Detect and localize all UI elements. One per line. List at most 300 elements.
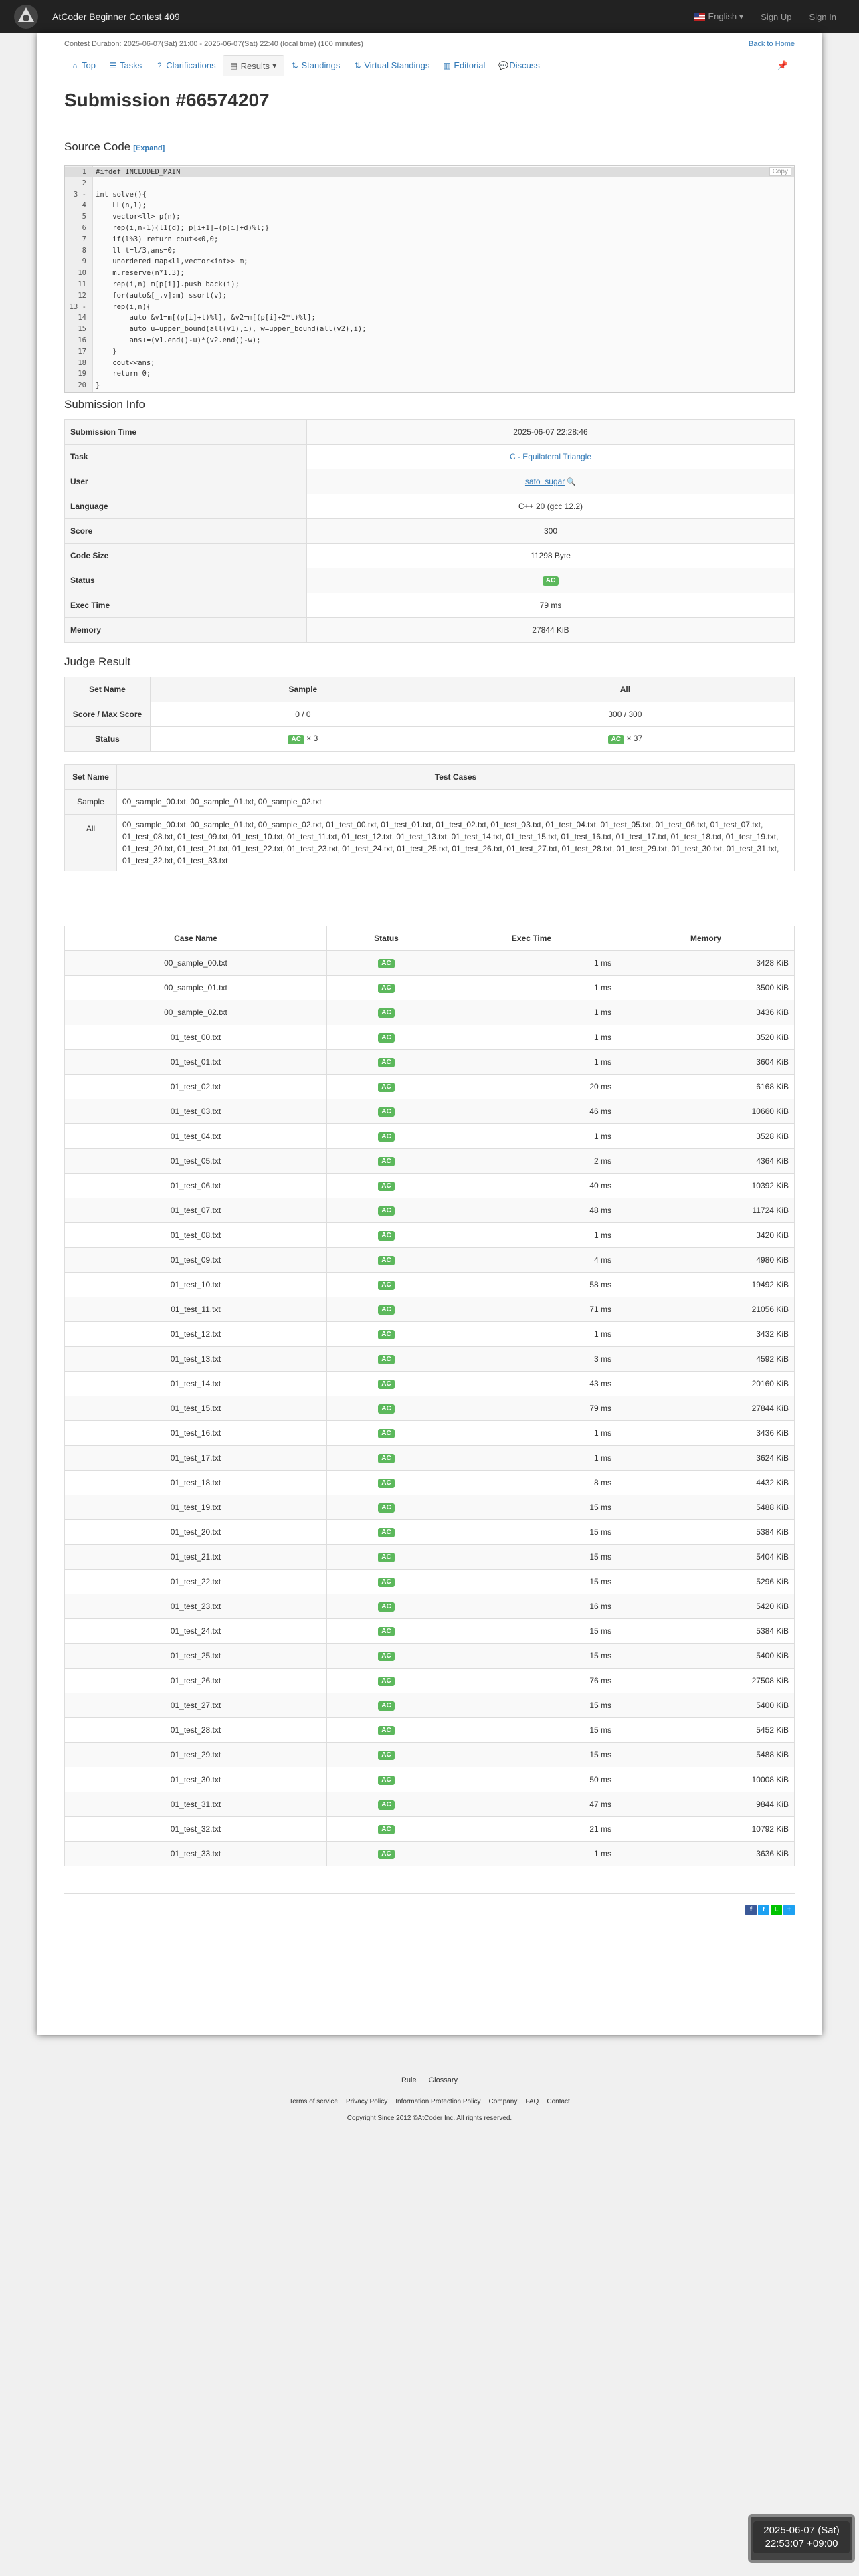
case-name: 01_test_05.txt bbox=[65, 1149, 327, 1174]
sign-up-link[interactable]: Sign Up bbox=[761, 11, 792, 22]
line-number: 18 bbox=[78, 358, 86, 367]
table-row bbox=[65, 1396, 795, 1421]
code-line bbox=[65, 235, 794, 244]
case-exec-time: 79 ms bbox=[446, 1396, 617, 1421]
case-status bbox=[327, 1297, 446, 1322]
sort-icon: ⇅ bbox=[354, 60, 361, 70]
case-name: 01_test_22.txt bbox=[65, 1570, 327, 1594]
case-status bbox=[327, 1396, 446, 1421]
info-label: Language bbox=[65, 494, 307, 519]
case-name: 01_test_19.txt bbox=[65, 1495, 327, 1520]
case-memory: 4364 KiB bbox=[617, 1149, 795, 1174]
column-header: Test Cases bbox=[117, 765, 795, 790]
case-exec-time: 15 ms bbox=[446, 1693, 617, 1718]
case-memory: 10392 KiB bbox=[617, 1174, 795, 1198]
case-memory: 3500 KiB bbox=[617, 976, 795, 1000]
case-status bbox=[327, 1693, 446, 1718]
case-name: 01_test_33.txt bbox=[65, 1842, 327, 1866]
info-value-text: 27844 KiB bbox=[532, 625, 569, 635]
case-name: 01_test_25.txt bbox=[65, 1644, 327, 1669]
case-status bbox=[327, 1669, 446, 1693]
case-status bbox=[327, 1273, 446, 1297]
case-exec-time: 15 ms bbox=[446, 1718, 617, 1743]
line-number: 15 bbox=[78, 325, 86, 334]
code-line bbox=[65, 280, 794, 289]
copyright: Copyright Since 2012 ©AtCoder Inc. All rights reserved. bbox=[347, 2115, 512, 2122]
case-name: 01_test_10.txt bbox=[65, 1273, 327, 1297]
table-row bbox=[65, 1198, 795, 1223]
case-exec-time: 4 ms bbox=[446, 1248, 617, 1273]
code-text: rep(i,n-1){l1(d); p[i+1]=(p[i]+d)%l;} bbox=[96, 224, 270, 232]
info-row bbox=[65, 494, 795, 519]
status-badge: AC bbox=[378, 1107, 394, 1117]
case-name: 01_test_15.txt bbox=[65, 1396, 327, 1421]
case-memory: 5488 KiB bbox=[617, 1743, 795, 1767]
case-name: 01_test_32.txt bbox=[65, 1817, 327, 1842]
case-name: 01_test_17.txt bbox=[65, 1446, 327, 1471]
sign-in-link[interactable]: Sign In bbox=[809, 11, 836, 22]
footer-link[interactable]: Contact bbox=[547, 2098, 570, 2105]
case-name: 01_test_03.txt bbox=[65, 1099, 327, 1124]
page-title: Submission #66574207 bbox=[64, 90, 270, 110]
case-memory: 6168 KiB bbox=[617, 1075, 795, 1099]
all-count: × 37 bbox=[626, 734, 643, 743]
code-text: ll t=l/3,ans=0; bbox=[96, 246, 177, 255]
status-badge: AC bbox=[378, 1083, 394, 1092]
case-memory: 3428 KiB bbox=[617, 951, 795, 976]
code-text: auto &v1=m[(p[i]+t)%l], &v2=m[(p[i]+2*t)%l]; bbox=[96, 314, 316, 322]
tab-top-label: Top bbox=[82, 60, 96, 70]
status-badge: AC bbox=[378, 1256, 394, 1265]
table-row bbox=[65, 976, 795, 1000]
test-sets-table bbox=[64, 764, 795, 871]
tab-standings-label: Standings bbox=[301, 60, 341, 70]
case-status bbox=[327, 1767, 446, 1792]
info-value bbox=[307, 519, 795, 544]
column-header: Set Name bbox=[65, 677, 151, 702]
info-value bbox=[307, 420, 795, 445]
case-memory: 5296 KiB bbox=[617, 1570, 795, 1594]
case-exec-time: 15 ms bbox=[446, 1570, 617, 1594]
code-line bbox=[65, 179, 794, 188]
case-memory: 5400 KiB bbox=[617, 1644, 795, 1669]
status-badge: AC bbox=[378, 1825, 394, 1834]
table-row bbox=[65, 1669, 795, 1693]
row-header: Status bbox=[65, 727, 151, 752]
case-status bbox=[327, 1743, 446, 1767]
case-exec-time: 47 ms bbox=[446, 1792, 617, 1817]
code-line bbox=[65, 167, 794, 177]
table-row bbox=[65, 1099, 795, 1124]
set-cases: 00_sample_00.txt, 00_sample_01.txt, 00_sample_02.txt, 01_test_00.txt, 01_test_01.txt, 01_test_02.txt, 01_test_03.txt, 01_test_04.txt, 01_test_05.txt, 01_test_06.txt, 01_test_07.txt, 01_test_08.txt, 01_test_09.txt, 01_test_10.txt, 01_test_11.txt, 01_test_12.txt, 01_test_13.txt, 01_test_14.txt, 01_test_15.txt, 01_test_16.txt, 01_test_17.txt, 01_test_18.txt, 01_test_19.txt, 01_test_20.txt, 01_test_21.txt, 01_test_22.txt, 01_test_23.txt, 01_test_24.txt, 01_test_25.txt, 01_test_26.txt, 01_test_27.txt, 01_test_28.txt, 01_test_29.txt, 01_test_30.txt, 01_test_31.txt, 01_test_32.txt, 01_test_33.txt bbox=[117, 815, 795, 871]
status-badge: AC bbox=[378, 1627, 394, 1636]
sample-status bbox=[151, 727, 456, 752]
case-status bbox=[327, 1545, 446, 1570]
status-badge: AC bbox=[378, 1652, 394, 1661]
status-badge: AC bbox=[378, 1751, 394, 1760]
line-number: 9 bbox=[82, 257, 86, 266]
table-row bbox=[65, 1619, 795, 1644]
sample-score: 0 / 0 bbox=[151, 702, 456, 727]
table-row bbox=[65, 1718, 795, 1743]
table-row bbox=[65, 1545, 795, 1570]
line-number: 3 - bbox=[74, 190, 86, 199]
clock-date: 2025-06-07 (Sat) bbox=[763, 2525, 840, 2536]
table-row bbox=[65, 1570, 795, 1594]
code-line bbox=[65, 212, 794, 221]
info-value-text: C++ 20 (gcc 12.2) bbox=[518, 502, 583, 511]
info-label: Score bbox=[65, 519, 307, 544]
case-memory: 21056 KiB bbox=[617, 1297, 795, 1322]
footer-link[interactable]: Glossary bbox=[428, 2076, 458, 2084]
case-memory: 5384 KiB bbox=[617, 1619, 795, 1644]
table-row bbox=[65, 1223, 795, 1248]
tab-virtual-standings[interactable] bbox=[347, 55, 436, 76]
code-line bbox=[65, 336, 794, 345]
case-name: 01_test_23.txt bbox=[65, 1594, 327, 1619]
case-status bbox=[327, 1174, 446, 1198]
code-line bbox=[65, 223, 794, 233]
case-memory: 3636 KiB bbox=[617, 1842, 795, 1866]
status-badge: AC bbox=[378, 1578, 394, 1587]
table-row bbox=[65, 1767, 795, 1792]
info-row bbox=[65, 519, 795, 544]
line-number: 13 - bbox=[69, 302, 86, 311]
status-badge: AC bbox=[378, 1602, 394, 1612]
code-line bbox=[65, 302, 794, 312]
case-exec-time: 58 ms bbox=[446, 1273, 617, 1297]
status-badge: AC bbox=[378, 1058, 394, 1067]
table-row bbox=[65, 790, 795, 815]
info-row bbox=[65, 420, 795, 445]
status-badge: AC bbox=[378, 1281, 394, 1290]
case-exec-time: 40 ms bbox=[446, 1174, 617, 1198]
status-badge: AC bbox=[378, 1231, 394, 1241]
case-name: 01_test_08.txt bbox=[65, 1223, 327, 1248]
share-plus-icon[interactable]: + bbox=[783, 1905, 795, 1915]
line-number: 20 bbox=[78, 381, 86, 390]
code-line bbox=[65, 381, 794, 390]
facebook-icon[interactable]: f bbox=[745, 1905, 757, 1915]
case-name: 01_test_02.txt bbox=[65, 1075, 327, 1099]
column-header: Memory bbox=[617, 926, 795, 951]
case-memory: 5404 KiB bbox=[617, 1545, 795, 1570]
code-text: auto u=upper_bound(all(v1),i), w=upper_bound(all(v2),i); bbox=[96, 325, 367, 334]
line-number: 6 bbox=[82, 224, 86, 232]
case-exec-time: 1 ms bbox=[446, 1223, 617, 1248]
code-text: unordered_map<ll,vector<int>> m; bbox=[96, 257, 248, 266]
column-header: Status bbox=[327, 926, 446, 951]
comment-icon: 💬 bbox=[498, 60, 509, 70]
status-badge: AC bbox=[288, 735, 304, 744]
case-name: 00_sample_01.txt bbox=[65, 976, 327, 1000]
us-flag-icon bbox=[694, 13, 705, 21]
status-badge: AC bbox=[378, 1429, 394, 1438]
status-badge: AC bbox=[378, 1330, 394, 1339]
pin-icon[interactable]: 📌 bbox=[777, 60, 788, 70]
table-row bbox=[65, 1471, 795, 1495]
case-exec-time: 1 ms bbox=[446, 951, 617, 976]
submission-info-title: Submission Info bbox=[64, 398, 145, 411]
info-value bbox=[307, 494, 795, 519]
code-text: m.reserve(n*1.3); bbox=[96, 269, 185, 278]
footer-link[interactable]: Privacy Policy bbox=[345, 2098, 388, 2105]
code-line bbox=[65, 190, 794, 199]
table-row bbox=[65, 1050, 795, 1075]
tab-clarifications-label: Clarifications bbox=[166, 60, 216, 70]
line-number: 16 bbox=[78, 336, 86, 344]
tab-top[interactable] bbox=[64, 55, 102, 76]
code-line bbox=[65, 291, 794, 300]
info-label: Memory bbox=[65, 618, 307, 643]
case-name: 01_test_12.txt bbox=[65, 1322, 327, 1347]
case-exec-time: 1 ms bbox=[446, 1025, 617, 1050]
status-badge: AC bbox=[378, 1850, 394, 1859]
case-memory: 4980 KiB bbox=[617, 1248, 795, 1273]
task-link[interactable]: C - Equilateral Triangle bbox=[509, 452, 592, 461]
case-exec-time: 48 ms bbox=[446, 1198, 617, 1223]
info-row bbox=[65, 618, 795, 643]
tab-tasks[interactable] bbox=[102, 55, 149, 76]
search-icon[interactable]: 🔍 bbox=[565, 478, 577, 486]
user-link[interactable]: sato_sugar bbox=[524, 477, 565, 486]
footer bbox=[0, 2076, 859, 2122]
info-row bbox=[65, 469, 795, 494]
back-home-link[interactable]: Back to Home bbox=[748, 40, 795, 48]
case-exec-time: 71 ms bbox=[446, 1297, 617, 1322]
info-label: Code Size bbox=[65, 544, 307, 568]
table-row bbox=[65, 1297, 795, 1322]
status-badge: AC bbox=[378, 1157, 394, 1166]
table-row bbox=[65, 1446, 795, 1471]
status-badge: AC bbox=[378, 1008, 394, 1018]
case-name: 01_test_01.txt bbox=[65, 1050, 327, 1075]
info-label: Status bbox=[65, 568, 307, 593]
info-value bbox=[307, 593, 795, 618]
case-status bbox=[327, 1149, 446, 1174]
table-row bbox=[65, 702, 795, 727]
case-exec-time: 1 ms bbox=[446, 1124, 617, 1149]
language-label: English bbox=[708, 11, 737, 21]
case-name: 01_test_00.txt bbox=[65, 1025, 327, 1050]
case-name: 01_test_31.txt bbox=[65, 1792, 327, 1817]
case-exec-time: 15 ms bbox=[446, 1520, 617, 1545]
table-row bbox=[65, 951, 795, 976]
code-text: #ifdef INCLUDED_MAIN bbox=[96, 168, 181, 176]
info-label: Exec Time bbox=[65, 593, 307, 618]
share-buttons bbox=[745, 1905, 795, 1915]
atcoder-logo[interactable] bbox=[9, 0, 43, 33]
table-row bbox=[65, 815, 795, 871]
table-row bbox=[65, 1025, 795, 1050]
tab-results-label: Results bbox=[240, 60, 270, 71]
footer-link[interactable]: Terms of service bbox=[289, 2098, 338, 2105]
info-value-text: 300 bbox=[543, 526, 558, 536]
list-icon: ☰ bbox=[109, 60, 117, 70]
info-value bbox=[307, 568, 795, 593]
case-memory: 10792 KiB bbox=[617, 1817, 795, 1842]
tab-standings[interactable] bbox=[284, 55, 347, 76]
case-exec-time: 20 ms bbox=[446, 1075, 617, 1099]
divider bbox=[64, 1893, 795, 1894]
case-memory: 20160 KiB bbox=[617, 1372, 795, 1396]
line-number: 4 bbox=[82, 201, 86, 210]
case-status bbox=[327, 1570, 446, 1594]
case-memory: 5400 KiB bbox=[617, 1693, 795, 1718]
fixed-clock bbox=[748, 2514, 855, 2563]
case-exec-time: 3 ms bbox=[446, 1347, 617, 1372]
table-row bbox=[65, 1149, 795, 1174]
case-name: 01_test_16.txt bbox=[65, 1421, 327, 1446]
case-name: 01_test_04.txt bbox=[65, 1124, 327, 1149]
column-header: Exec Time bbox=[446, 926, 617, 951]
case-status bbox=[327, 1495, 446, 1520]
table-row bbox=[65, 1248, 795, 1273]
status-badge: AC bbox=[378, 1726, 394, 1735]
case-status bbox=[327, 1099, 446, 1124]
source-code-title: Source Code bbox=[64, 140, 131, 153]
table-row bbox=[65, 727, 795, 752]
set-name: Sample bbox=[65, 790, 117, 815]
case-exec-time: 21 ms bbox=[446, 1817, 617, 1842]
set-name: All bbox=[65, 815, 117, 871]
column-header: Case Name bbox=[65, 926, 327, 951]
code-line bbox=[65, 268, 794, 278]
question-icon: ? bbox=[157, 60, 162, 70]
status-badge: AC bbox=[378, 1479, 394, 1488]
language-dropdown[interactable]: English ▾ bbox=[694, 11, 743, 22]
case-name: 01_test_21.txt bbox=[65, 1545, 327, 1570]
case-exec-time: 1 ms bbox=[446, 1050, 617, 1075]
tab-discuss-label: Discuss bbox=[509, 60, 540, 70]
footer-link[interactable]: Information Protection Policy bbox=[395, 2098, 481, 2105]
footer-link[interactable]: FAQ bbox=[525, 2098, 539, 2105]
case-memory: 27508 KiB bbox=[617, 1669, 795, 1693]
case-name: 00_sample_00.txt bbox=[65, 951, 327, 976]
line-number: 7 bbox=[82, 235, 86, 243]
case-memory: 3436 KiB bbox=[617, 1421, 795, 1446]
case-name: 01_test_11.txt bbox=[65, 1297, 327, 1322]
tab-discuss[interactable] bbox=[492, 55, 547, 76]
all-status bbox=[456, 727, 794, 752]
line-number: 17 bbox=[78, 347, 86, 356]
table-row bbox=[65, 1644, 795, 1669]
column-header: Sample bbox=[151, 677, 456, 702]
table-row bbox=[65, 1817, 795, 1842]
case-status bbox=[327, 1619, 446, 1644]
status-badge: AC bbox=[543, 576, 559, 586]
case-exec-time: 46 ms bbox=[446, 1099, 617, 1124]
clock-time: 22:53:07 +09:00 bbox=[765, 2538, 838, 2549]
footer-link[interactable]: Rule bbox=[401, 2076, 417, 2084]
table-row bbox=[65, 1322, 795, 1347]
tab-results[interactable]: ▤ Results ▾ bbox=[223, 55, 284, 76]
case-exec-time: 15 ms bbox=[446, 1619, 617, 1644]
tab-tasks-label: Tasks bbox=[119, 60, 142, 70]
case-status bbox=[327, 951, 446, 976]
case-exec-time: 8 ms bbox=[446, 1471, 617, 1495]
case-exec-time: 15 ms bbox=[446, 1644, 617, 1669]
case-status bbox=[327, 1124, 446, 1149]
code-text: } bbox=[96, 381, 100, 390]
case-memory: 3604 KiB bbox=[617, 1050, 795, 1075]
case-name: 01_test_28.txt bbox=[65, 1718, 327, 1743]
case-name: 00_sample_02.txt bbox=[65, 1000, 327, 1025]
case-name: 01_test_13.txt bbox=[65, 1347, 327, 1372]
home-icon: ⌂ bbox=[72, 60, 78, 70]
table-row bbox=[65, 677, 795, 702]
table-row bbox=[65, 1495, 795, 1520]
row-header: Score / Max Score bbox=[65, 702, 151, 727]
status-badge: AC bbox=[378, 1776, 394, 1785]
line-icon[interactable]: L bbox=[771, 1905, 782, 1915]
info-value-text: 11298 Byte bbox=[531, 551, 571, 560]
source-code-heading bbox=[64, 140, 165, 154]
code-line bbox=[65, 201, 794, 210]
case-memory: 10008 KiB bbox=[617, 1767, 795, 1792]
tab-editorial[interactable] bbox=[436, 55, 492, 76]
case-status bbox=[327, 976, 446, 1000]
case-exec-time: 15 ms bbox=[446, 1743, 617, 1767]
expand-link[interactable]: [Expand] bbox=[133, 144, 165, 152]
code-line bbox=[65, 347, 794, 356]
case-memory: 3528 KiB bbox=[617, 1124, 795, 1149]
case-memory: 5452 KiB bbox=[617, 1718, 795, 1743]
code-text: if(l%3) return cout<<0,0; bbox=[96, 235, 219, 243]
table-row bbox=[65, 1693, 795, 1718]
case-status bbox=[327, 1322, 446, 1347]
code-line bbox=[65, 324, 794, 334]
case-status bbox=[327, 1372, 446, 1396]
case-exec-time: 16 ms bbox=[446, 1594, 617, 1619]
contest-title[interactable]: AtCoder Beginner Contest 409 bbox=[52, 11, 180, 22]
code-text: return 0; bbox=[96, 370, 151, 379]
case-status bbox=[327, 1421, 446, 1446]
case-memory: 5488 KiB bbox=[617, 1495, 795, 1520]
table-row bbox=[65, 1347, 795, 1372]
source-code-block[interactable] bbox=[64, 165, 795, 393]
code-line bbox=[65, 257, 794, 266]
status-badge: AC bbox=[378, 1033, 394, 1043]
case-memory: 19492 KiB bbox=[617, 1273, 795, 1297]
case-memory: 27844 KiB bbox=[617, 1396, 795, 1421]
footer-link[interactable]: Company bbox=[488, 2098, 518, 2105]
sort-icon: ⇅ bbox=[291, 60, 298, 70]
status-badge: AC bbox=[378, 1182, 394, 1191]
code-line bbox=[65, 313, 794, 322]
line-number: 14 bbox=[78, 314, 86, 322]
list-alt-icon: ▤ bbox=[229, 61, 238, 70]
line-number: 5 bbox=[82, 213, 86, 221]
case-exec-time: 43 ms bbox=[446, 1372, 617, 1396]
case-memory: 4432 KiB bbox=[617, 1471, 795, 1495]
main-container bbox=[37, 33, 822, 2035]
judge-result-table bbox=[64, 677, 795, 752]
case-memory: 5420 KiB bbox=[617, 1594, 795, 1619]
case-exec-time: 1 ms bbox=[446, 976, 617, 1000]
case-status bbox=[327, 1594, 446, 1619]
tab-clarifications[interactable] bbox=[149, 55, 222, 76]
line-number: 2 bbox=[82, 179, 86, 187]
case-memory: 3436 KiB bbox=[617, 1000, 795, 1025]
twitter-icon[interactable]: t bbox=[758, 1905, 769, 1915]
table-row bbox=[65, 1594, 795, 1619]
table-row bbox=[65, 765, 795, 790]
table-row bbox=[65, 1075, 795, 1099]
copy-button[interactable]: Copy bbox=[769, 167, 791, 176]
info-row bbox=[65, 593, 795, 618]
sample-count: × 3 bbox=[306, 734, 318, 743]
